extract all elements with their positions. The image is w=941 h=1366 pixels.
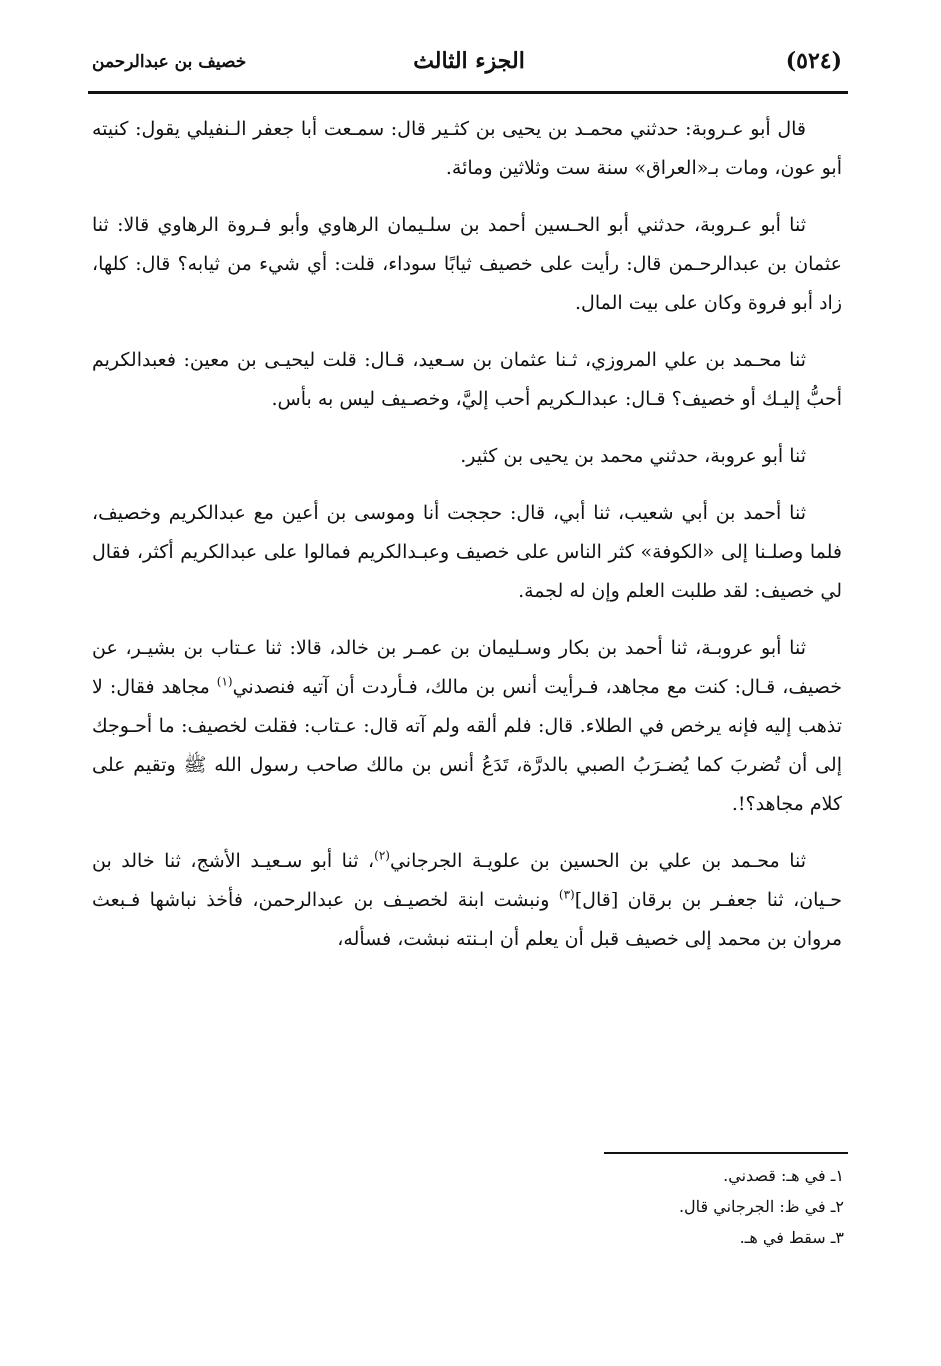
- footnote-reference: (٢): [374, 848, 390, 863]
- main-text: [92, 110, 842, 977]
- paragraph: ثنا أبو عـروبة، حدثني أبو الحـسين أحمد بن سلـيمان الرهاوي وأبو فـروة الرهاوي قالا: ثنا عثمان بن عبدالرحـمن قال: رأيت على خصيف ثيابًا سوداء، قلت: أي شيء من ثيابه؟ قال: كلها، زاد أبو فروة وكان على بيت المال.: [92, 214, 842, 314]
- footnote: ٣ـ سقط في هـ.: [739, 1228, 844, 1247]
- paragraph: ثنا أحمد بن أبي شعيب، ثنا أبي، قال: حججت أنا وموسى بن أعين مع عبدالكريم وخصيف، فلما وصلـنا إلى «الكوفة» كثر الناس على خصيف وعبـدالكريم فمالوا على عبدالكريم أكثر، فقال لي خصيف: لقد طلبت العلم وإن له لجمة.: [92, 502, 842, 602]
- paragraph-text: ثنا محـمد بن علي بن الحسين بن علويـة الجرجاني: [389, 850, 806, 872]
- footnote-reference: (١): [216, 674, 233, 689]
- paragraph: ثنا أبو عروبة، حدثني محمد بن يحيى بن كثير.: [460, 445, 806, 467]
- chapter-title: خصيف بن عبدالرحمن: [92, 52, 247, 72]
- footnote-divider: [604, 1152, 848, 1154]
- footnotes: [92, 1160, 844, 1253]
- footnote-reference: (٣): [558, 887, 575, 902]
- footnote: ١ـ في هـ: قصدني.: [723, 1166, 844, 1185]
- paragraph: قال أبو عـروبة: حدثني محمـد بن يحيى بن كثـير قال: سمـعت أبا جعفر الـنفيلي يقول: كنيته أبو عون، ومات بـ«العراق» سنة ست وثلاثين ومائة.: [92, 118, 842, 179]
- footnote: ٢ـ في ظ: الجرجاني قال.: [678, 1197, 844, 1216]
- paragraph: [92, 629, 842, 824]
- header-divider: [88, 91, 848, 94]
- paragraph: ثنا محـمد بن علي المروزي، ثـنا عثمان بن سـعيد، قـال: قلت ليحيـى بن معين: فعبدالكريم أحبُّ إليـك أو خصيف؟ قـال: عبدالـكريم أحب إليَّ، وخصـيف ليس به بأس.: [92, 349, 842, 410]
- paragraph-text: ، ثنا أبو سـعيـد الأشج، ثنا خالد بن حـيان، ثنا جعفـر بن برقان [قال]: [92, 850, 842, 911]
- paragraph-text: مجاهد فقال: لا تذهب إليه فإنه يرخص في الطلاء. قال: فلم ألقه ولم آته قال: عـتاب: فقلت لخصيف: ما أحـوجك إلى أن تُضربَ كما يُضـرَبُ الصبي بالدرَّة، تَدَعُ أنس بن مالك صاحب رسول الله ﷺ وتقيم على كلام مجاهد؟!.: [92, 676, 842, 815]
- page-number: (٥٢٤): [785, 48, 842, 74]
- part-title: الجزء الثالث: [413, 48, 525, 74]
- paragraph-text: ونبشت ابنة لخصيـف بن عبدالرحمن، فأخذ نباشها فـبعث مروان بن محمد إلى خصيف قبل أن يعلم أن ابـنته نبشت، فسأله،: [92, 889, 842, 950]
- paragraph-text: ثنا أبو عروبـة، ثنا أحمد بن بكار وسـليمان بن عمـر بن خالد، قالا: ثنا عـتاب بن بشيـر، عن خصيف، قـال: كنت مع مجاهد، فـرأيت أنس بن مالك، فـأردت أن آتيه فنصدني: [92, 637, 842, 698]
- page-header: [92, 44, 846, 84]
- paragraph: [92, 842, 842, 959]
